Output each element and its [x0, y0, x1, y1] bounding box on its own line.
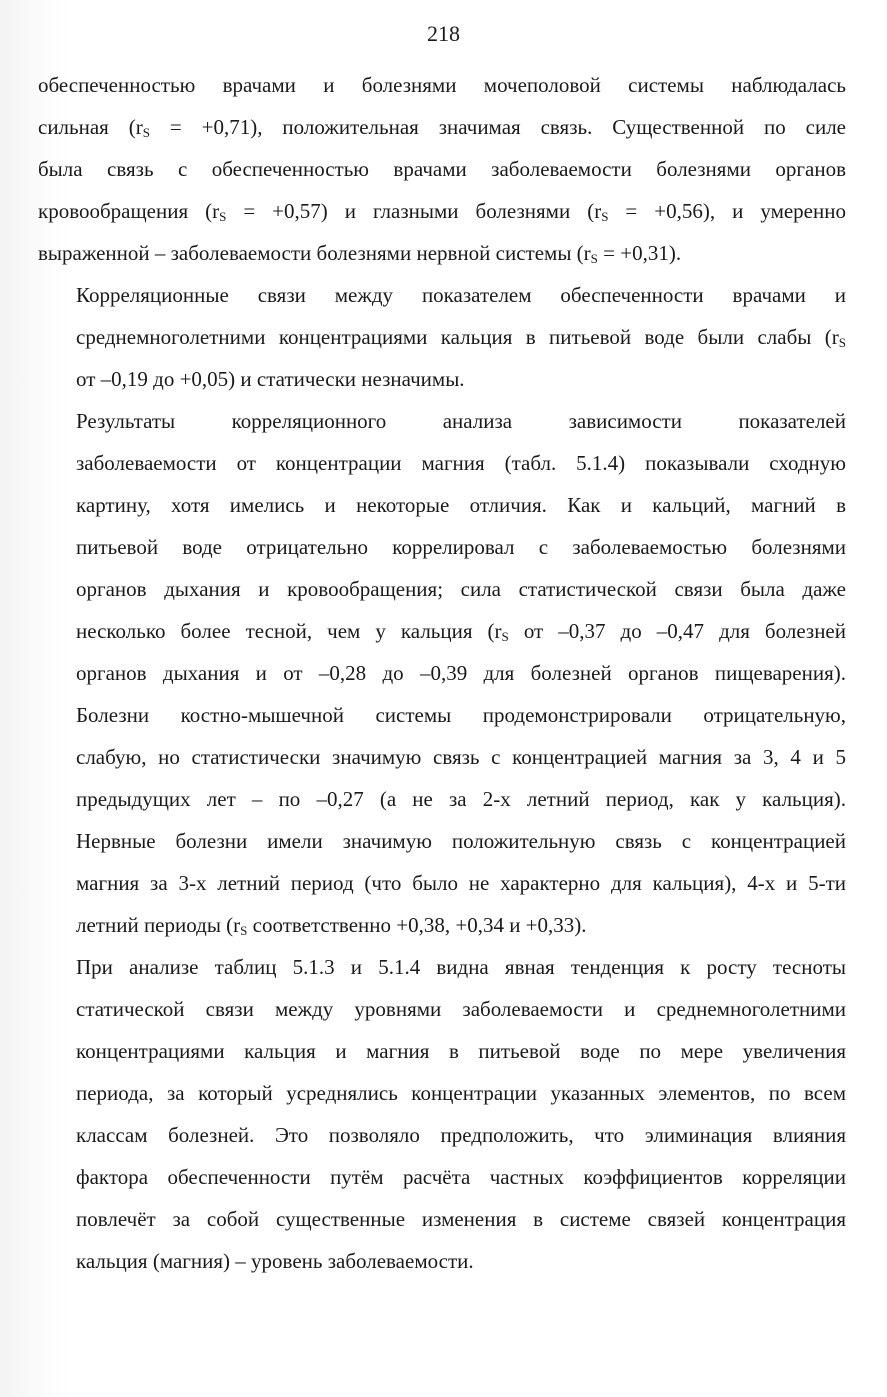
text-line: летний периоды ($r_S$ соответственно +0,38, +0,34 и +0,33).: [76, 913, 587, 938]
text-line: картину, хотя имелись и некоторые отличия. Как и кальций, магний в: [76, 493, 846, 517]
text-line: органов дыхания и от –0,28 до –0,39 для болезней органов пищеварения).: [76, 661, 846, 685]
text-line: периода, за который усреднялись концентрации указанных элементов, по всем: [76, 1081, 846, 1105]
text-line: выраженной – заболеваемости болезнями нервной системы $(r_S = +0,31)$.: [38, 241, 682, 266]
text-line: слабую, но статистически значимую связь с концентрацией магния за 3, 4 и 5: [76, 745, 846, 769]
text-line: была связь с обеспеченностью врачами заболеваемости болезнями органов: [38, 157, 846, 181]
text-line: кровообращения $(r_S = +0,57)$ и глазными болезнями $(r_S = +0,56)$, и умеренно: [38, 199, 846, 224]
page-number: 218: [427, 21, 460, 46]
paragraph: [38, 274, 846, 400]
paragraph: [38, 64, 846, 274]
text-line: Нервные болезни имели значимую положительную связь с концентрацией: [76, 829, 846, 853]
body-text: [38, 64, 846, 1282]
text-line: сильная $(r_S = +0,71)$, положительная значимая связь. Существенной по силе: [38, 115, 846, 140]
text-line: Болезни костно-мышечной системы продемонстрировали отрицательную,: [76, 703, 846, 727]
text-line: повлечёт за собой существенные изменения в системе связей концентрация: [76, 1207, 846, 1231]
text-line: заболеваемости от концентрации магния (табл. 5.1.4) показывали сходную: [76, 451, 846, 475]
paragraph: [38, 400, 846, 946]
text-line: При анализе таблиц 5.1.3 и 5.1.4 видна явная тенденция к росту тесноты: [76, 955, 846, 979]
text-line: Корреляционные связи между показателем обеспеченности врачами и: [76, 283, 846, 307]
text-line: кальция (магния) – уровень заболеваемости.: [76, 1249, 474, 1273]
text-line: концентрациями кальция и магния в питьевой воде по мере увеличения: [76, 1039, 846, 1063]
text-line: классам болезней. Это позволяло предположить, что элиминация влияния: [76, 1123, 846, 1147]
text-line: обеспеченностью врачами и болезнями мочеполовой системы наблюдалась: [38, 73, 846, 97]
text-line: от –0,19 до +0,05) и статически незначимы.: [76, 367, 465, 391]
text-line: предыдущих лет – по –0,27 (а не за 2-х летний период, как у кальция).: [76, 787, 846, 811]
text-line: магния за 3-х летний период (что было не характерно для кальция), 4-х и 5-ти: [76, 871, 846, 895]
text-line: статической связи между уровнями заболеваемости и среднемноголетними: [76, 997, 846, 1021]
text-line: среднемноголетними концентрациями кальция в питьевой воде были слабы ($r_S$: [76, 325, 846, 350]
text-line: Результаты корреляционного анализа зависимости показателей: [76, 409, 846, 433]
paragraph: [38, 946, 846, 1282]
text-line: органов дыхания и кровообращения; сила статистической связи была даже: [76, 577, 846, 601]
text-line: несколько более тесной, чем у кальция ($r_S$ от –0,37 до –0,47 для болезней: [76, 619, 846, 644]
text-line: питьевой воде отрицательно коррелировал с заболеваемостью болезнями: [76, 535, 846, 559]
text-line: фактора обеспеченности путём расчёта частных коэффициентов корреляции: [76, 1165, 846, 1189]
